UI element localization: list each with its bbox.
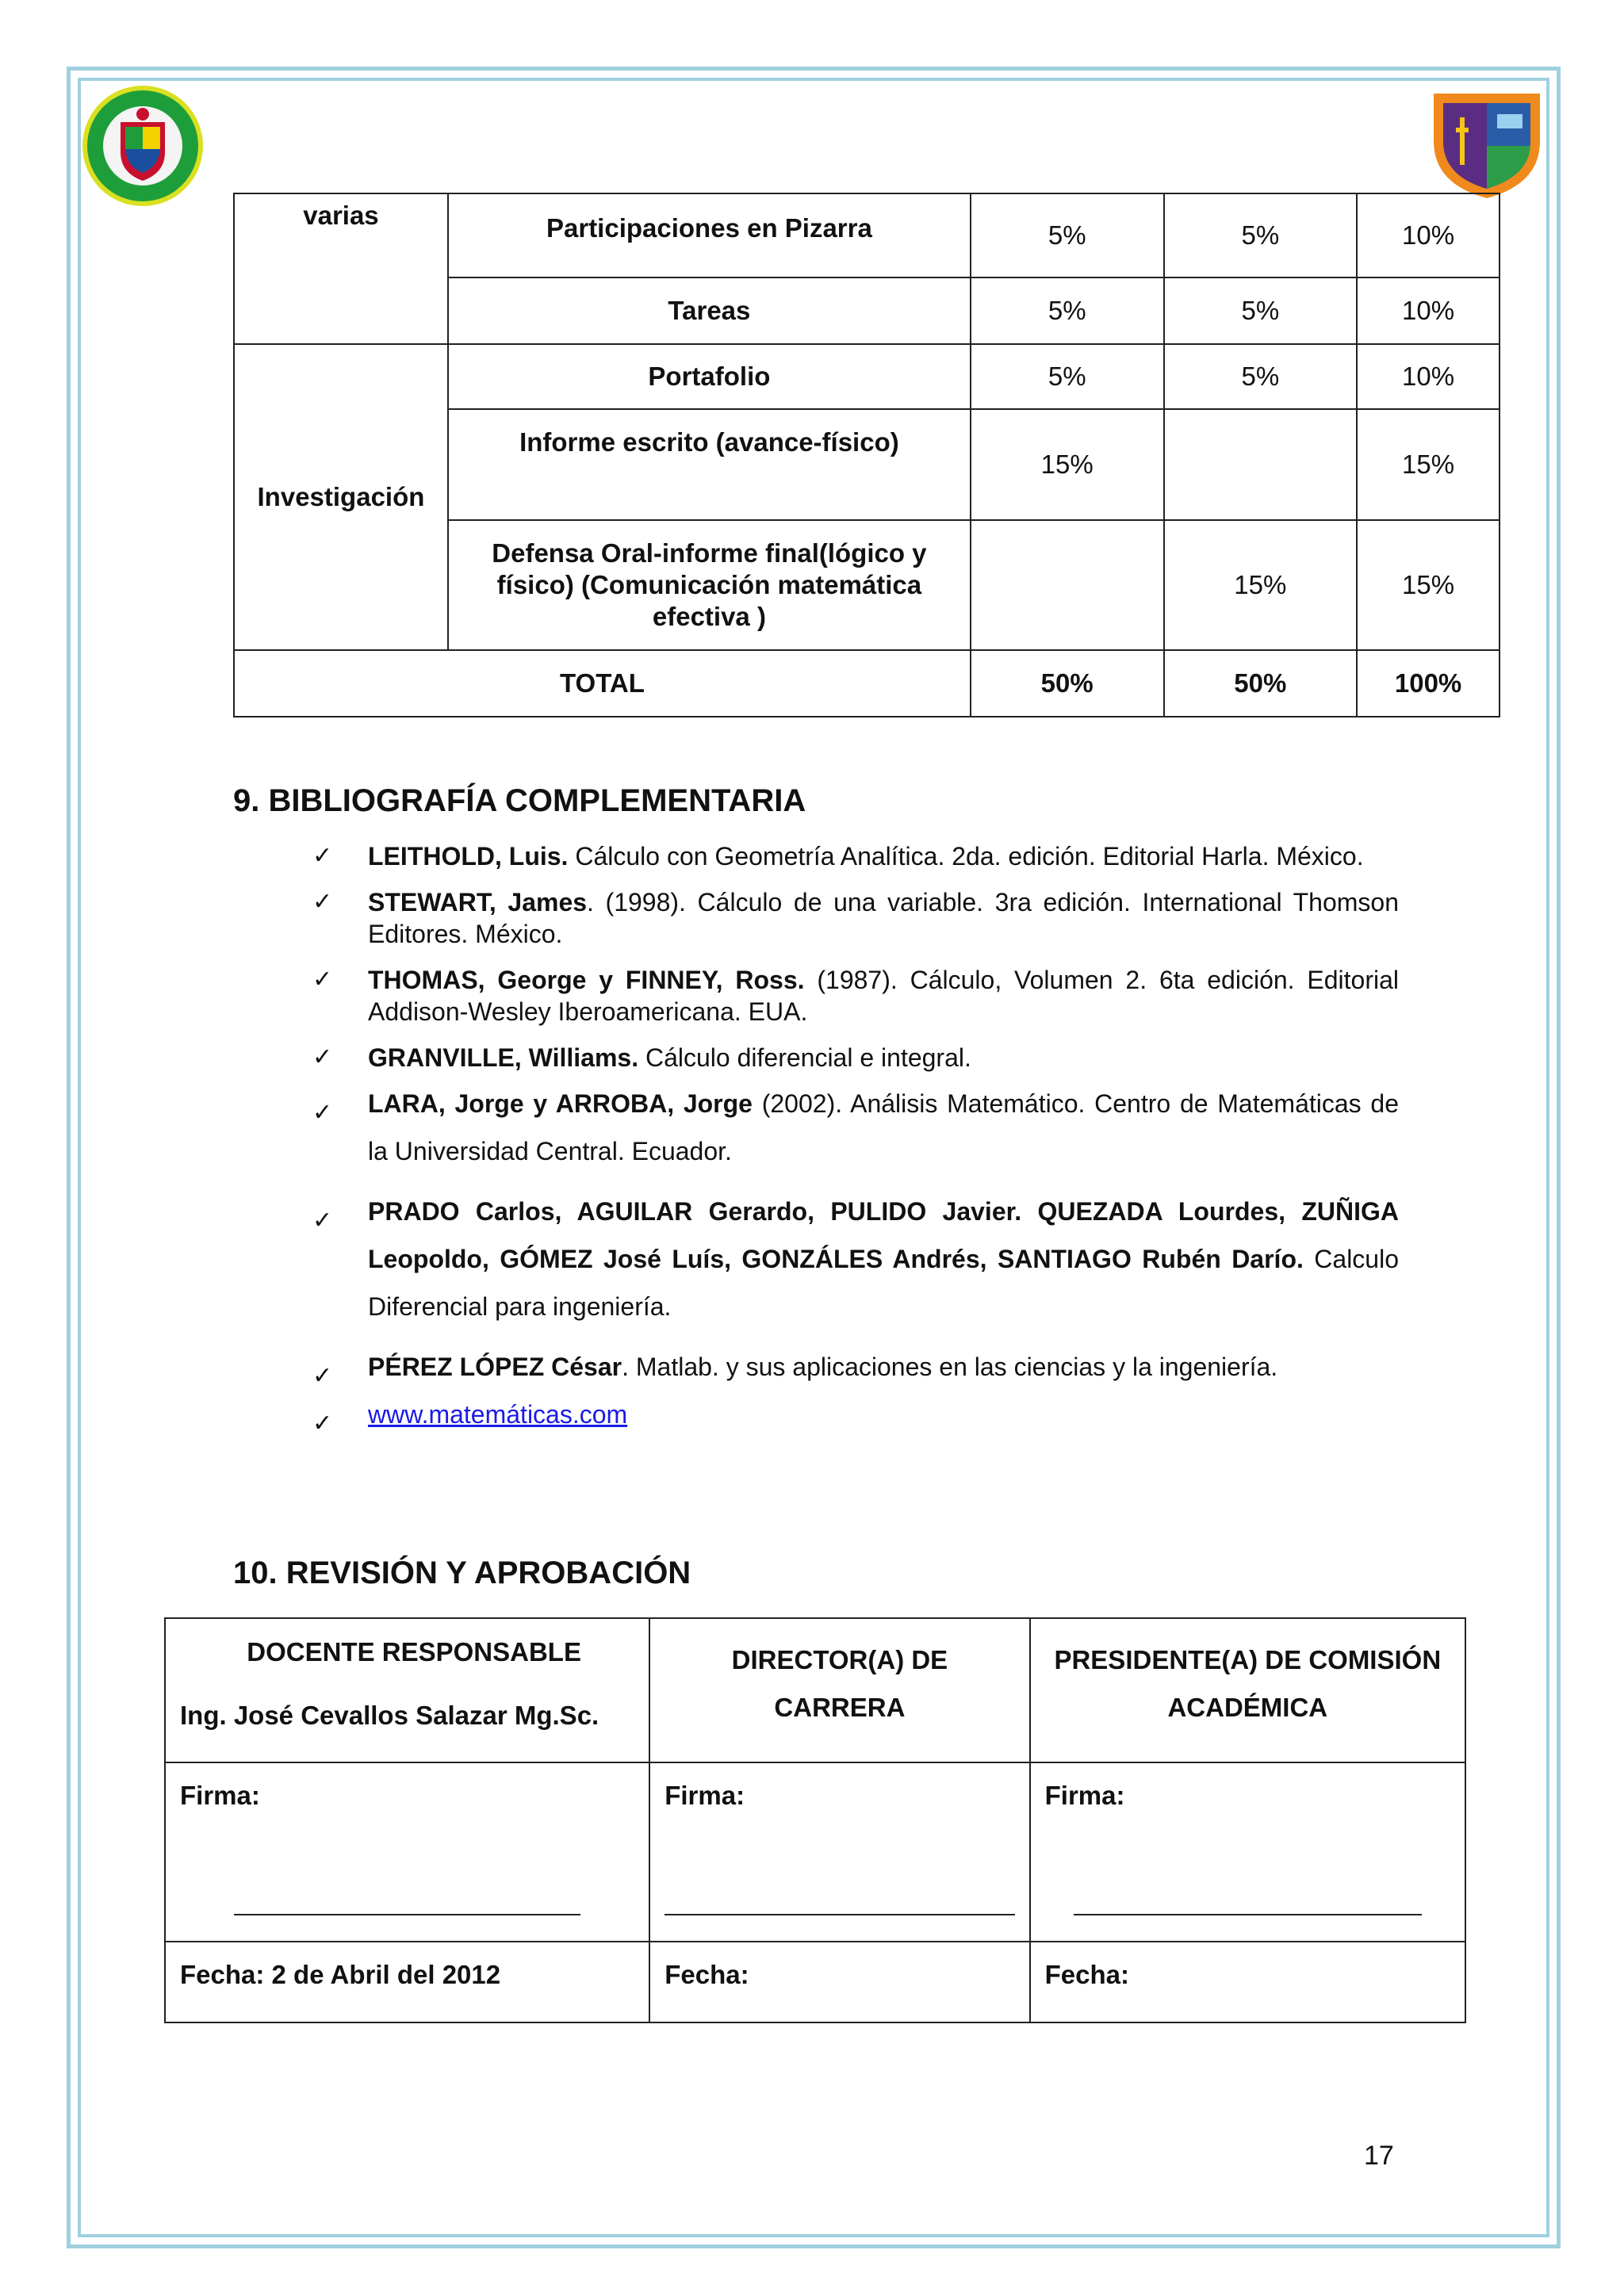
signature-cell: [649, 1762, 1029, 1942]
total-value: 50%: [971, 650, 1164, 717]
value-cell: 5%: [971, 344, 1164, 409]
author: THOMAS, George y FINNEY, Ross.: [368, 966, 805, 994]
item-cell: [448, 520, 971, 650]
value-cell: [1164, 409, 1358, 520]
list-item: [312, 964, 1399, 1027]
docente-name: Ing. José Cevallos Salazar Mg.Sc.: [180, 1701, 599, 1730]
value-cell: 10%: [1357, 344, 1500, 409]
author: LEITHOLD, Luis.: [368, 842, 569, 871]
date-row: [165, 1942, 1465, 2022]
list-item: [312, 840, 1399, 872]
checkmark-icon: ✓: [312, 1362, 333, 1390]
author: LARA, Jorge y ARROBA, Jorge: [368, 1089, 753, 1118]
checkmark-icon: ✓: [312, 1099, 333, 1127]
value-cell: 5%: [1164, 344, 1358, 409]
checkmark-icon: ✓: [312, 1410, 333, 1437]
docente-header-cell: [165, 1618, 649, 1762]
reference-text: Calculo Diferencial para ingeniería.: [368, 1245, 1400, 1321]
item-cell: Portafolio: [448, 344, 971, 409]
value-cell: 10%: [1357, 277, 1500, 344]
author: PRADO Carlos, AGUILAR Gerardo, PULIDO Javier. QUEZADA Lourdes, ZUÑIGA Leopoldo, GÓMEZ José Luís, GONZÁLES Andrés, SANTIAGO Rubén Darío.: [368, 1197, 1399, 1273]
evaluation-table: [233, 193, 1500, 718]
checkmark-icon: ✓: [312, 1207, 333, 1234]
group-cell-investigacion: Investigación: [234, 344, 448, 650]
bibliography-list: [312, 840, 1399, 1438]
value-cell: 5%: [1164, 277, 1358, 344]
item-cell: Participaciones en Pizarra: [448, 193, 971, 277]
reference-text: Cálculo con Geometría Analítica. 2da. edición. Editorial Harla. México.: [568, 842, 1364, 871]
faculty-shield-logo: [1427, 82, 1546, 201]
value-cell: [971, 520, 1164, 650]
item-cell: Tareas: [448, 277, 971, 344]
value-cell: 5%: [971, 277, 1164, 344]
reference-text: . Matlab. y sus aplicaciones en las ciencias y la ingeniería.: [622, 1353, 1278, 1381]
total-row: [234, 650, 1500, 717]
checkmark-icon: ✓: [312, 888, 333, 916]
list-item: [312, 1080, 1399, 1175]
author: PÉREZ LÓPEZ César: [368, 1353, 622, 1381]
presidente-title-line: PRESIDENTE(A) DE COMISIÓN: [1054, 1645, 1442, 1674]
value-cell: 15%: [971, 409, 1164, 520]
value-cell: 15%: [1357, 520, 1500, 650]
signature-label: Firma:: [180, 1781, 260, 1810]
approval-table: [164, 1617, 1466, 2023]
item-line: físico) (Comunicación matemática: [496, 570, 922, 599]
website-link[interactable]: www.matemáticas.com: [368, 1400, 628, 1429]
checkmark-icon: ✓: [312, 1043, 333, 1071]
date-cell: Fecha:: [1030, 1942, 1465, 2022]
signature-line: [665, 1914, 1014, 1915]
signature-line: [234, 1914, 580, 1915]
item-line: Defensa Oral-informe final(lógico y: [492, 538, 927, 568]
item-cell: Informe escrito (avance-físico): [448, 409, 971, 520]
signature-cell: [165, 1762, 649, 1942]
checkmark-icon: ✓: [312, 966, 333, 993]
total-value: 50%: [1164, 650, 1358, 717]
list-item: [312, 1188, 1399, 1330]
reference-text: . (1998). Cálculo de una variable. 3ra edición. International Thomson Editores. México.: [368, 888, 1400, 948]
reference-text: Cálculo diferencial e integral.: [638, 1043, 971, 1072]
total-label: TOTAL: [234, 650, 971, 717]
signature-label: Firma:: [1044, 1781, 1125, 1810]
author: GRANVILLE, Williams.: [368, 1043, 639, 1072]
table-row: [165, 1618, 1465, 1762]
signature-line: [1074, 1914, 1422, 1915]
checkmark-icon: ✓: [312, 842, 333, 870]
reference-text: (2002). Análisis Matemático. Centro de Matemáticas de la Universidad Central. Ecuador.: [368, 1089, 1400, 1165]
bibliography-heading: 9. BIBLIOGRAFÍA COMPLEMENTARIA: [233, 783, 806, 818]
director-title-line: DIRECTOR(A) DE: [731, 1645, 948, 1674]
item-line: efectiva ): [652, 602, 766, 631]
list-item: [312, 886, 1399, 950]
director-title-line: CARRERA: [774, 1693, 906, 1722]
signature-row: [165, 1762, 1465, 1942]
university-seal-logo: [79, 82, 206, 209]
reference-text: (1987). Cálculo, Volumen 2. 6ta edición. Editorial Addison-Wesley Iberoamericana. EUA.: [368, 966, 1400, 1026]
list-item: [312, 1391, 1399, 1438]
table-row: [234, 344, 1500, 409]
group-cell-varias: varias: [234, 193, 448, 344]
value-cell: 5%: [1164, 193, 1358, 277]
list-item: [312, 1343, 1399, 1391]
date-cell: Fecha:: [649, 1942, 1029, 2022]
author: STEWART, James: [368, 888, 588, 916]
presidente-title-line: ACADÉMICA: [1167, 1693, 1328, 1722]
table-row: [234, 193, 1500, 277]
signature-cell: [1030, 1762, 1465, 1942]
date-cell: Fecha: 2 de Abril del 2012: [165, 1942, 649, 2022]
value-cell: 5%: [971, 193, 1164, 277]
director-header-cell: [649, 1618, 1029, 1762]
presidente-header-cell: [1030, 1618, 1465, 1762]
value-cell: 10%: [1357, 193, 1500, 277]
signature-label: Firma:: [665, 1781, 745, 1810]
value-cell: 15%: [1164, 520, 1358, 650]
page-number: 17: [1364, 2141, 1394, 2171]
docente-title: DOCENTE RESPONSABLE: [247, 1637, 581, 1667]
list-item: [312, 1042, 1399, 1073]
total-value: 100%: [1357, 650, 1500, 717]
value-cell: 15%: [1357, 409, 1500, 520]
approval-heading: 10. REVISIÓN Y APROBACIÓN: [233, 1556, 691, 1590]
